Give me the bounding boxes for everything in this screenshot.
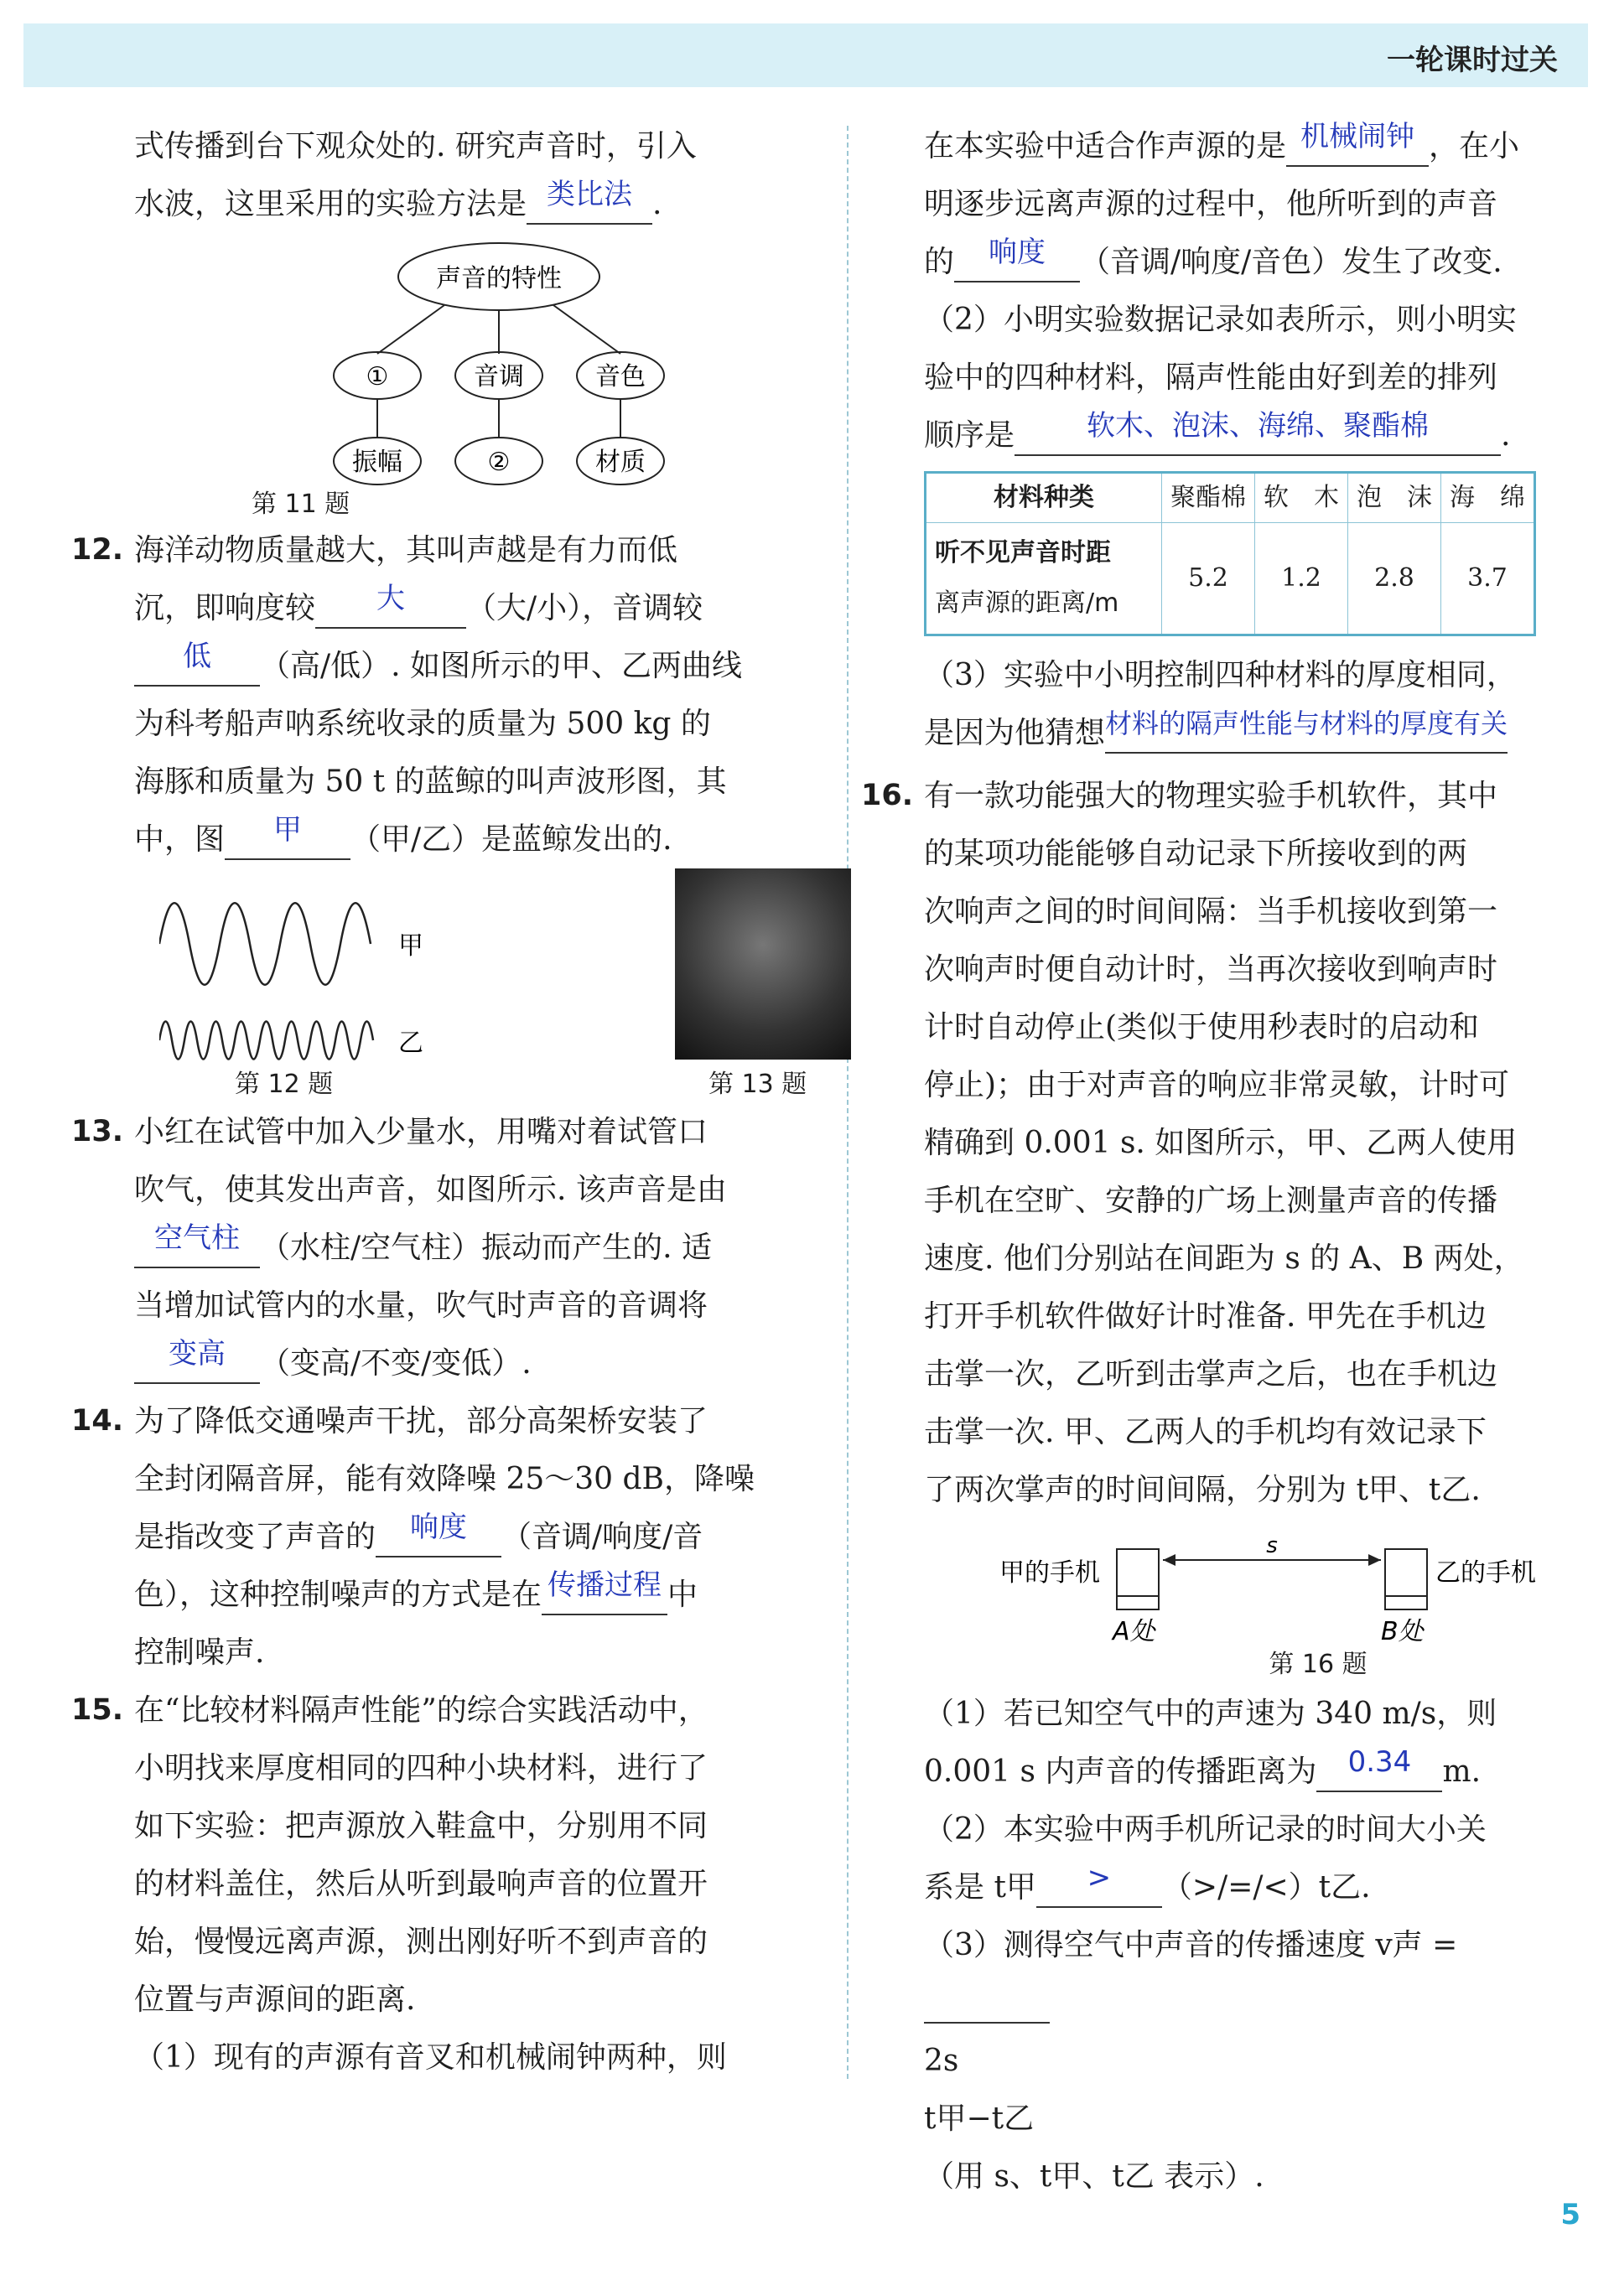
- girl-blowing-test-tube-photo: [675, 868, 851, 1060]
- q12-line: 海洋动物质量越大，其叫声越是有力而低: [134, 533, 678, 568]
- q16-line: 有一款功能强大的物理实验手机软件，其中: [924, 779, 1498, 813]
- q15-line: 位置与声源间的距离.: [134, 1982, 416, 2017]
- q16-line: 次响声之间的时间间隔：当手机接收到第一: [924, 894, 1498, 929]
- diagram-root: 声音的特性: [436, 264, 562, 293]
- q14-line: 全封闭隔音屏，能有效降噪 25～30 dB，降噪: [134, 1462, 755, 1496]
- figure-caption: 第 12 题: [235, 1070, 334, 1099]
- figure-caption: 第 16 题: [1269, 1650, 1367, 1679]
- answer-blank[interactable]: >: [1036, 1869, 1162, 1908]
- q15-line: 明逐步远离声源的过程中，他所听到的声音: [924, 187, 1498, 221]
- q12-line: 沉，即响度较 大 （大/小），音调较: [134, 579, 826, 637]
- answer-blank[interactable]: 大: [315, 590, 466, 629]
- q11-line: 式传播到台下观众处的. 研究声音时，引入: [134, 129, 697, 163]
- question-13: [71, 1103, 826, 1392]
- q15-line: 在“比较材料隔声性能”的综合实践活动中，: [134, 1693, 708, 1728]
- q16-line: 停止)；由于对声音的响应非常灵敏，计时可: [924, 1068, 1510, 1102]
- q13-line: 当增加试管内的水量，吹气时声音的音调将: [134, 1288, 708, 1323]
- answer-blank[interactable]: 低: [134, 648, 260, 687]
- q15-line: （1）现有的声源有音叉和机械闹钟两种，则: [134, 2040, 727, 2075]
- table-row-label: 听不见声音时距 离声源的距离/m: [926, 523, 1162, 635]
- column-divider: [847, 126, 849, 2079]
- q15-line: 的 响度 （音调/响度/音色）发生了改变.: [924, 233, 1586, 291]
- answer-blank[interactable]: 空气柱: [134, 1230, 260, 1268]
- waveform-figure: [159, 894, 436, 1070]
- q15-line: 顺序是 软木、泡沫、海绵、聚酯棉 .: [924, 407, 1586, 464]
- question-15: [71, 1682, 826, 2086]
- q16-line: 次响声时便自动计时，当再次接收到响声时: [924, 952, 1498, 987]
- diagram-node-1: ①: [366, 362, 389, 391]
- diagram-node-3: 音色: [595, 362, 646, 391]
- phones-distance-figure: [924, 1522, 1586, 1648]
- q12-line: 低 （高/低）. 如图所示的甲、乙两曲线: [134, 637, 826, 695]
- page-header: [23, 23, 1588, 87]
- left-column: [71, 117, 826, 2086]
- wave-label-yi: 乙: [398, 1029, 423, 1058]
- wave-jia: [159, 903, 371, 985]
- header-title: 一轮课时过关: [1387, 44, 1558, 77]
- right-column: [861, 117, 1586, 2205]
- answer-blank[interactable]: 传播过程: [542, 1577, 667, 1615]
- table-header: 泡 沫: [1348, 473, 1441, 523]
- q14-line: 为了降低交通噪声干扰，部分高架桥安装了: [134, 1404, 708, 1438]
- q12-line: 中，图 甲 （甲/乙）是蓝鲸发出的.: [134, 811, 826, 868]
- q13-line: 小红在试管中加入少量水，用嘴对着试管口: [134, 1115, 708, 1149]
- fig-left-label: 甲的手机: [999, 1558, 1100, 1588]
- wave-yi: [159, 1022, 373, 1060]
- figures-12-13: [134, 868, 826, 1103]
- q16-line: 的某项功能能够自动记录下所接收到的两: [924, 837, 1468, 871]
- answer-blank[interactable]: [924, 1985, 1050, 2024]
- q12-line: 海豚和质量为 50 t 的蓝鲸的叫声波形图，其: [134, 764, 727, 799]
- table-cell: 2.8: [1348, 523, 1441, 635]
- table-row: [926, 523, 1535, 635]
- q16-line: 击掌一次，乙听到击掌声之后，也在手机边: [924, 1357, 1498, 1392]
- q16-line: （1）若已知空气中的声速为 340 m/s，则: [924, 1697, 1497, 1731]
- table-cell: 5.2: [1162, 523, 1255, 635]
- q16-line: 精确到 0.001 s. 如图所示，甲、乙两人使用: [924, 1126, 1518, 1160]
- q16-line: 计时自动停止(类似于使用秒表时的启动和: [924, 1010, 1480, 1044]
- diagram-node-2: 音调: [474, 362, 524, 391]
- q15-line: （3）实验中小明控制四种材料的厚度相同，: [924, 658, 1517, 692]
- wave-label-jia: 甲: [398, 931, 423, 961]
- q15-line: 是因为他猜想材料的隔声性能与材料的厚度有关: [924, 704, 1586, 762]
- answer-blank[interactable]: 响度: [376, 1519, 501, 1557]
- q14-line: 色），这种控制噪声的方式是在 传播过程 中: [134, 1566, 826, 1624]
- q16-line: （3）测得空气中声音的传播速度 v声 =: [924, 1928, 1458, 1962]
- answer-blank[interactable]: 0.34: [1316, 1754, 1442, 1792]
- q14-line: 是指改变了声音的 响度 （音调/响度/音: [134, 1508, 826, 1566]
- figure-caption: 第 11 题: [252, 490, 350, 519]
- q15-line: 始，慢慢远离声源，测出刚好听不到声音的: [134, 1925, 708, 1959]
- fig-a-label: A处: [1113, 1617, 1155, 1646]
- q15-line: 的材料盖住，然后从听到最响声音的位置开: [134, 1867, 708, 1901]
- q13-line: 空气柱 （水柱/空气柱）振动而产生的. 适: [134, 1219, 826, 1277]
- fig-distance-label: s: [1266, 1533, 1278, 1558]
- sound-properties-diagram: [134, 236, 826, 488]
- q15-line: 小明找来厚度相同的四种小块材料，进行了: [134, 1751, 708, 1785]
- q12-line: 为科考船声呐系统收录的质量为 500 kg 的: [134, 707, 711, 741]
- question-number: 14.: [71, 1404, 124, 1438]
- q15-line: 验中的四种材料，隔声性能由好到差的排列: [924, 360, 1498, 395]
- q16-line: （2）本实验中两手机所记录的时间大小关: [924, 1812, 1487, 1847]
- q15-line: 如下实验：把声源放入鞋盒中，分别用不同: [134, 1809, 708, 1843]
- answer-text: 类比法: [547, 178, 633, 211]
- table-header-row: [926, 473, 1535, 523]
- q16-line: 系是 t甲 > （>/=/<）t乙.: [924, 1858, 1586, 1916]
- answer-blank[interactable]: 机械闹钟: [1286, 128, 1429, 167]
- question-number: 13.: [71, 1115, 124, 1148]
- q15-line: （2）小明实验数据记录如表所示，则小明实: [924, 303, 1517, 337]
- q16-line: 手机在空旷、安静的广场上测量声音的传播: [924, 1184, 1498, 1218]
- answer-blank[interactable]: 软木、泡沫、海绵、聚酯棉: [1015, 417, 1501, 456]
- table-header: 海 绵: [1441, 473, 1535, 523]
- page-number: 5: [1560, 2198, 1580, 2231]
- question-14: [71, 1392, 826, 1682]
- table-header: 软 木: [1255, 473, 1348, 523]
- q16-line: 击掌一次. 甲、乙两人的手机均有效记录下: [924, 1415, 1487, 1449]
- answer-blank[interactable]: 响度: [954, 244, 1080, 282]
- q13-line: 变高 （变高/不变/变低）.: [134, 1335, 826, 1392]
- q14-line: 控制噪声.: [134, 1635, 265, 1670]
- table-header: 材料种类: [926, 473, 1162, 523]
- q16-line: [924, 1974, 1586, 2032]
- question-number: 15.: [71, 1693, 124, 1727]
- question-11-tail: [134, 117, 826, 521]
- diagram-child-1: 振幅: [352, 448, 402, 477]
- diagram-child-3: 材质: [595, 448, 646, 477]
- answer-blank[interactable]: [527, 178, 652, 225]
- question-number: 16.: [861, 779, 914, 812]
- figure-caption: 第 13 题: [708, 1070, 807, 1099]
- diagram-child-2: ②: [487, 448, 511, 477]
- q15-line: 在本实验中适合作声源的是 机械闹钟 ，在小: [924, 117, 1586, 175]
- q11-line: 水波，这里采用的实验方法是 类比法 .: [134, 175, 826, 233]
- materials-table: [924, 471, 1536, 636]
- fig-right-label: 乙的手机: [1435, 1558, 1536, 1588]
- q16-line: 速度. 他们分别站在间距为 s 的 A、B 两处，: [924, 1241, 1524, 1276]
- q16-line: 打开手机软件做好计时准备. 甲先在手机边: [924, 1299, 1487, 1334]
- fig-b-label: B处: [1381, 1617, 1424, 1646]
- q16-line: 了两次掌声的时间间隔，分别为 t甲、t乙.: [924, 1473, 1481, 1507]
- table-header: 聚酯棉: [1162, 473, 1255, 523]
- answer-blank[interactable]: 甲: [225, 821, 350, 860]
- question-16: 16. 有一款功能强大的物理实验手机软件，其中 的某项功能能够自动记录下所接收到的两 次响声之间的时间间隔：当手机接收到第一 次响声时便自动计时，当再次接收到响声时 计时自动停止(类似于使用秒表时的启动和 停止)；由于对声音的响应非常灵敏，计时可 精确到 0.001 s. 如图所示，甲、乙两人使用 手机在空旷、安静的广场上测量声音的传播 速度. 他们分别站在间距为 s 的 A、B 两处， 打开手机软件做好计时准备. 甲先在手机边 击掌一次，乙听到击掌声之后，也在手机边 击掌一次. 甲、乙两人的手机均有效记录下 了两次掌声的时间间隔，分别为 t甲、t乙. 甲的手机 s 乙的手机 A处 B处 第 16 题 （1）若已知空气中的声速为 340 m/s，则 0.001 s 内声音的传播距离为 0.34 m. （2）本实验中两手机所记录的时间大小关 系是 t甲 > （>/=/<）t乙. （3）测得空气中声音的传播速度 v声 = 2s t甲−t乙 （用 s、t甲、t乙 表示）.: [861, 767, 1586, 2205]
- answer-blank[interactable]: 变高: [134, 1345, 260, 1384]
- q13-line: 吹气，使其发出声音，如图所示. 该声音是由: [134, 1173, 727, 1207]
- table-cell: 1.2: [1255, 523, 1348, 635]
- q16-line: 0.001 s 内声音的传播距离为 0.34 m.: [924, 1743, 1586, 1801]
- question-12: [71, 521, 826, 1103]
- answer-blank[interactable]: 材料的隔声性能与材料的厚度有关: [1105, 715, 1508, 754]
- table-cell: 3.7: [1441, 523, 1535, 635]
- question-number: 12.: [71, 533, 124, 567]
